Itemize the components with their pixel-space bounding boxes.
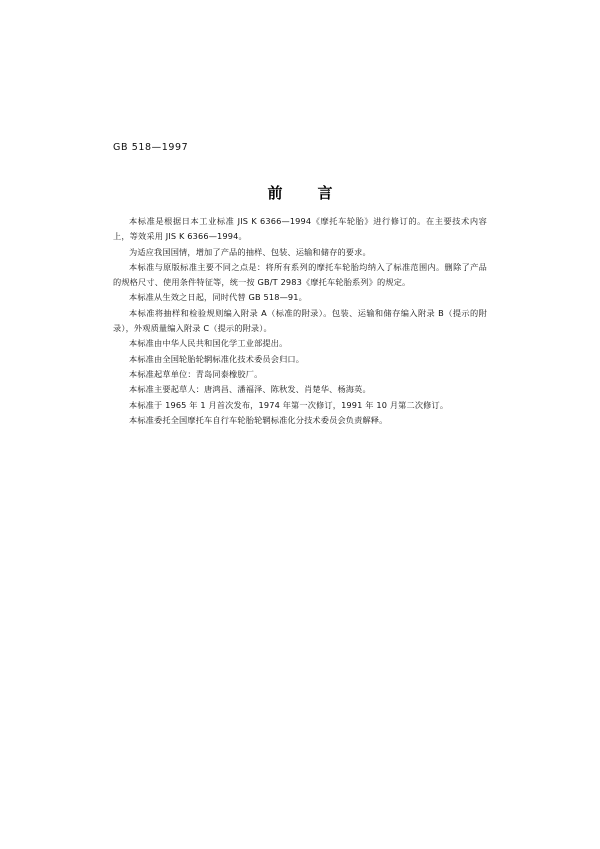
paragraph: 本标准由中华人民共和国化学工业部提出。 [129,338,288,349]
paragraph: 本标准是根据日本工业标准 JIS K 6366—1994《摩托车轮胎》进行修订的。在主要技术内容上，等效采用 JIS K 6366—1994。 [113,216,487,242]
paragraph: 本标准与原版标准主要不同之点是：将所有系列的摩托车轮胎均纳入了标准范围内。删除了产品的规格尺寸、使用条件特征等，统一按 GB/T 2983《摩托车轮胎系列》的规定。 [113,261,487,288]
standard-number: GB 518—1997 [113,142,189,153]
foreword-body [113,214,487,428]
page-title: 前 言 [267,184,343,202]
paragraph: 本标准由全国轮胎轮辋标准化技术委员会归口。 [129,353,305,364]
paragraph: 本标准委托全国摩托车自行车轮胎轮辋标准化分技术委员会负责解释。 [129,414,388,425]
paragraph: 本标准主要起草人：唐鸿昌、潘福泽、陈秋发、肖楚华、杨海英。 [129,384,371,395]
paragraph: 本标准从生效之日起，同时代替 GB 518—91。 [129,292,307,303]
paragraph: 本标准将抽样和检验规则编入附录 A（标准的附录）。包装、运输和储存编入附录 B（提示的附录），外观质量编入附录 C（提示的附录）。 [113,307,487,334]
paragraph: 本标准起草单位：青岛同泰橡胶厂。 [129,368,263,379]
paragraph: 本标准于 1965 年 1 月首次发布，1974 年第一次修订，1991 年 10 月第二次修订。 [129,399,449,410]
paragraph: 为适应我国国情，增加了产品的抽样、包装、运输和储存的要求。 [129,246,371,257]
